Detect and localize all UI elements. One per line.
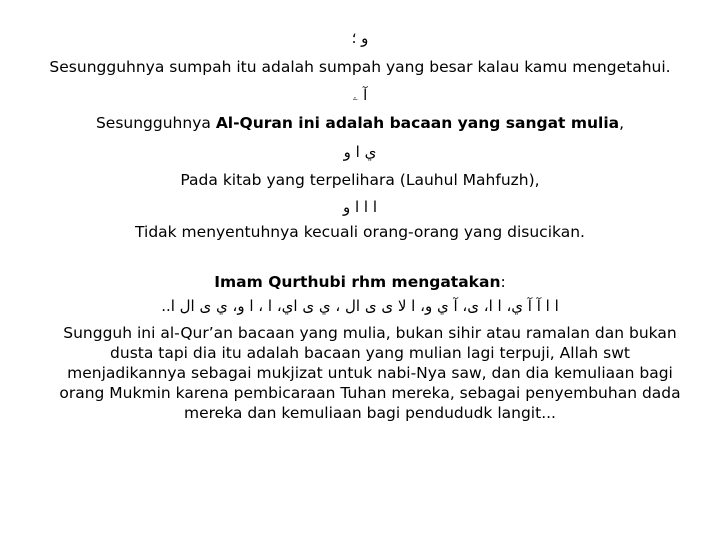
verse1-translation: Sesungguhnya sumpah itu adalah sumpah yang besar kalau kamu mengetahui. — [49, 58, 671, 76]
verse3-translation: Pada kitab yang terpelihara (Lauhul Mahfuzh), — [180, 171, 540, 189]
verse2-translation-bold: Al-Quran ini adalah bacaan yang sangat mulia — [215, 114, 620, 132]
verse2-translation-prefix: Sesungguhnya — [95, 114, 216, 132]
quote-heading-suffix: : — [500, 273, 506, 291]
verse4-translation: Tidak menyentuhnya kecuali orang-orang yang disucikan. — [135, 223, 585, 241]
quote-heading-bold: Imam Qurthubi rhm mengatakan — [214, 273, 501, 291]
verse3-arabic: ي ا و — [343, 143, 377, 161]
quote-heading — [0, 272, 720, 292]
quote-body: Sungguh ini al-Qur’an bacaan yang mulia, bukan sihir atau ramalan dan bukan dusta tapi dia itu adalah bacaan yang mulian lagi terpuji, Allah swt menjadikannya sebagai mukjizat untuk nabi-Nya saw, dan dia kemuliaan bagi orang Mukmin karena pembicaraan Tuhan mereka, sebagai penyembuhan dada mereka dan kemuliaan bagi pendududk langit... — [59, 324, 681, 422]
verse1-arabic: و ؛ — [351, 29, 369, 47]
verse2-arabic: آ ۦ — [352, 86, 368, 104]
quote-arabic: ا ا آ آ ي، ا ا، ى، آ ي و، ا لا ى ى ال ، ي ى اي، ا ، ا و، ي ى ال ا.. — [161, 297, 559, 315]
verse2-translation — [0, 113, 720, 133]
verse2-translation-suffix: , — [619, 114, 625, 132]
verse4-arabic: ا ا ا و — [342, 198, 378, 216]
